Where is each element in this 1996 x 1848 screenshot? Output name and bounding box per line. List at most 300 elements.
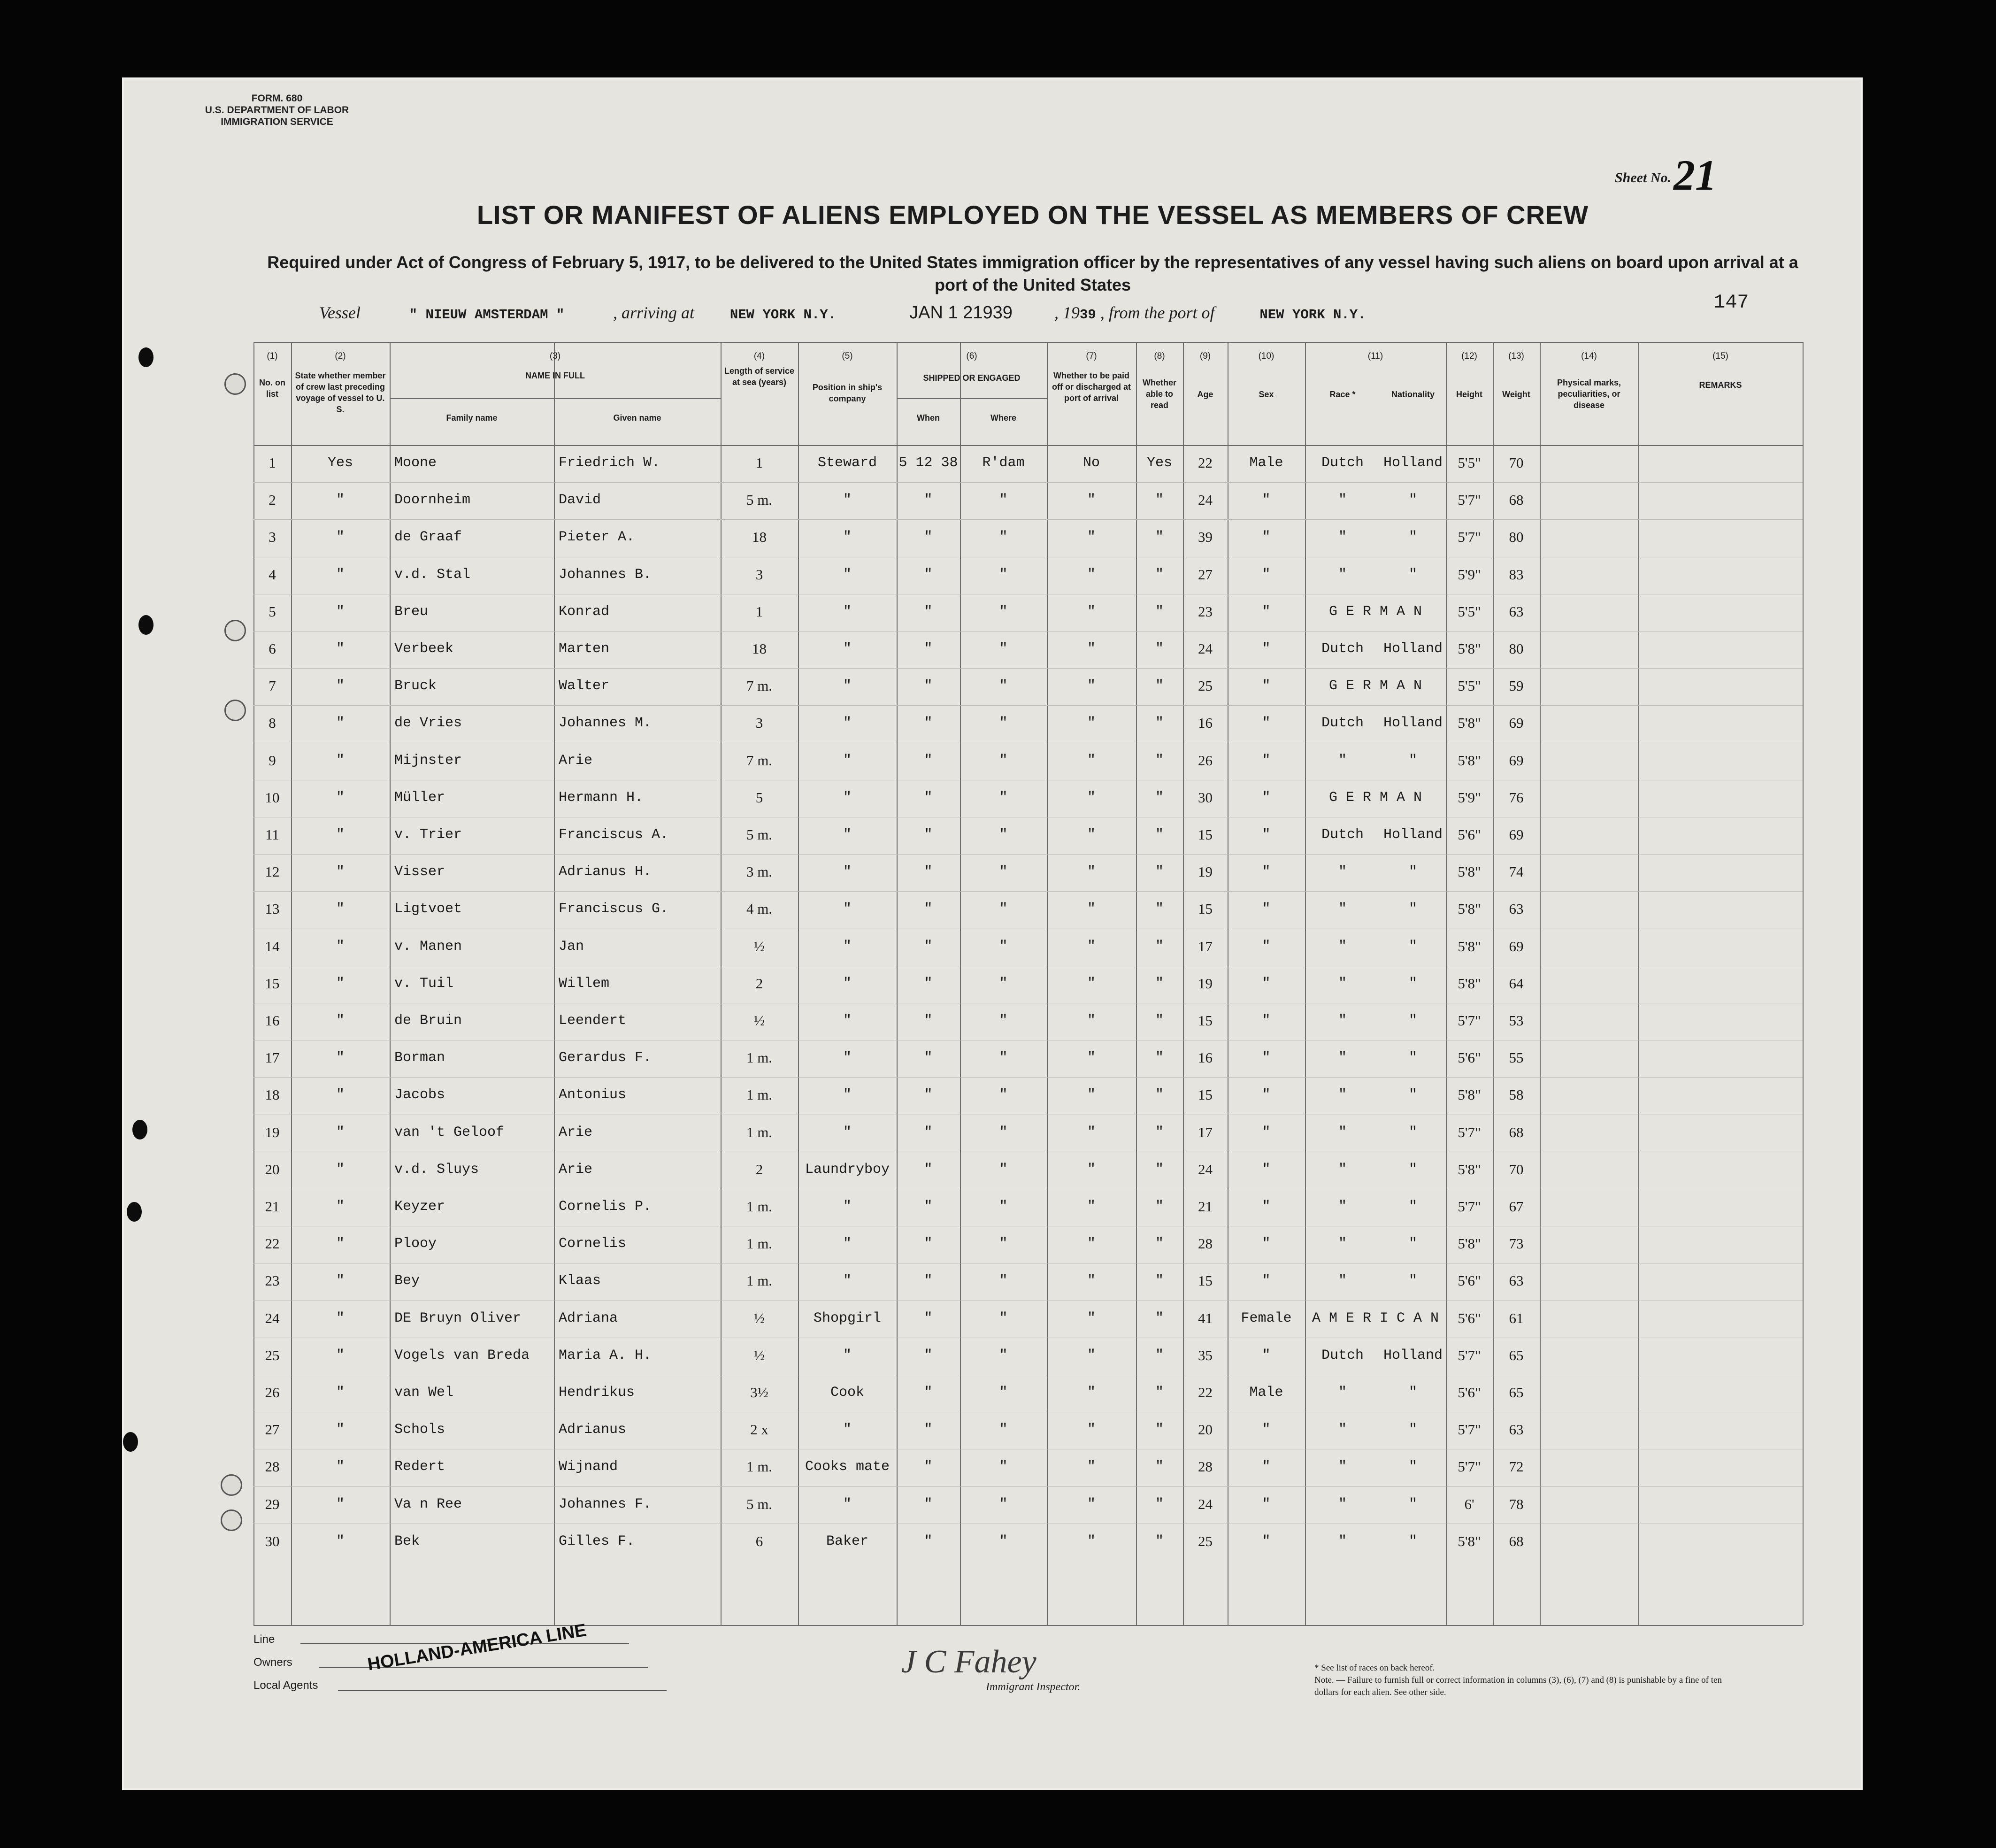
age-cell: 16 [1198,1049,1213,1066]
manifest-title: LIST OR MANIFEST OF ALIENS EMPLOYED ON THE VESSEL AS MEMBERS OF CREW [476,200,1589,230]
race-cell: " [1338,901,1347,917]
given-name-cell: Jan [559,938,584,955]
table-row [253,1449,1803,1486]
weight-cell: 69 [1509,715,1524,732]
able-read-cell: " [1155,1013,1164,1029]
sex-cell: Male [1249,455,1283,471]
race-cell: " [1338,1199,1347,1215]
paid-off-cell: " [1087,1087,1096,1103]
able-read-cell: " [1155,752,1164,769]
shipped-when-cell: " [924,1013,933,1029]
race-cell: G E R M A N [1328,789,1422,806]
given-name-cell: Gilles F. [559,1533,635,1549]
shipped-where-cell: " [999,1199,1008,1215]
able-read-cell: " [1155,1459,1164,1475]
race-cell: " [1338,1161,1347,1178]
table-row [253,966,1803,1003]
paid-off-cell: " [1087,1385,1096,1401]
table-row [253,1375,1803,1412]
position-cell: " [843,1013,852,1029]
weight-cell: 68 [1509,1124,1524,1140]
state-crew-cell: Yes [327,455,353,471]
given-name-cell: Arie [559,1124,593,1140]
able-read-cell: " [1155,1385,1164,1401]
given-name-cell: Johannes M. [559,715,652,732]
weight-cell: 69 [1509,938,1524,955]
race-cell: Dutch [1321,455,1364,471]
position-cell: " [843,752,852,769]
row-number: 11 [265,826,279,843]
paid-off-cell: " [1087,1533,1096,1549]
shipped-where-cell: " [999,603,1008,620]
header-state-crew: State whether member of crew last preceding voyage of vessel to U. S. [295,371,386,414]
weight-cell: 63 [1509,603,1524,620]
paid-off-cell: " [1087,1422,1096,1438]
shipped-when-cell: " [924,752,933,769]
table-row [253,854,1803,891]
row-number: 25 [265,1347,280,1363]
column-number: (4) [753,351,765,361]
shipped-where-cell: R'dam [982,455,1025,471]
shipped-where-cell: " [999,1533,1008,1549]
header-weight: Weight [1502,390,1530,399]
nationality-cell: " [1408,1459,1417,1475]
nationality-cell: " [1408,975,1417,992]
nationality-cell: Holland [1383,827,1443,843]
family-name-cell: Mijnster [394,752,462,769]
punch-ring [221,1509,242,1531]
nationality-cell: " [1408,901,1417,917]
age-cell: 28 [1198,1458,1213,1475]
header-top-line [253,342,1803,343]
age-cell: 26 [1198,752,1213,769]
able-read-cell: " [1155,864,1164,880]
table-row [253,1486,1803,1524]
family-name-cell: van 't Geloof [394,1124,505,1140]
age-cell: 21 [1198,1198,1213,1215]
position-cell: " [843,641,852,657]
family-name-cell: v. Trier [394,827,462,843]
paid-off-cell: " [1087,1236,1096,1252]
date-stamp: JAN 1 21939 [909,303,1013,323]
height-cell: 5'8" [1458,715,1481,732]
shipped-where-cell: " [999,1013,1008,1029]
shipped-when-cell: " [924,864,933,880]
weight-cell: 63 [1509,1272,1524,1289]
height-cell: 5'9" [1458,566,1481,583]
given-name-cell: Willem [559,975,610,992]
shipped-when-cell: " [924,1533,933,1549]
given-name-cell: Klaas [559,1273,601,1289]
service-length-cell: 1 m. [746,1049,773,1066]
age-cell: 20 [1198,1421,1213,1438]
service-length-cell: 5 [755,789,763,806]
position-cell: " [843,1199,852,1215]
weight-cell: 78 [1509,1495,1524,1512]
age-cell: 39 [1198,529,1213,546]
paid-off-cell: " [1087,603,1096,620]
state-crew-cell: " [336,1422,345,1438]
weight-cell: 53 [1509,1012,1524,1029]
table-row [253,482,1803,519]
family-name-cell: v. Tuil [394,975,454,992]
row-number: 8 [269,715,276,732]
header-race: Race * [1329,390,1356,399]
form-number [136,92,418,128]
row-number: 19 [265,1124,280,1140]
row-number: 12 [265,863,280,880]
given-name-cell: Johannes F. [559,1496,652,1512]
state-crew-cell: " [336,1161,345,1178]
shipped-when-cell: " [924,1050,933,1066]
state-crew-cell: " [336,529,345,546]
shipped-when-cell: " [924,1310,933,1326]
shipped-when-cell: " [924,566,933,583]
race-cell: " [1338,492,1347,508]
race-cell: Dutch [1321,1347,1364,1363]
position-cell: " [843,975,852,992]
position-cell: " [843,1347,852,1363]
family-name-cell: Ligtvoet [394,901,462,917]
family-name-cell: Jacobs [394,1087,445,1103]
column-number: (2) [335,351,346,361]
given-name-cell: Leendert [559,1013,627,1029]
table-row [253,743,1803,780]
family-name-cell: de Graaf [394,529,462,546]
given-name-cell: Arie [559,1161,593,1178]
row-number: 29 [265,1495,280,1512]
shipped-when-cell: " [924,1199,933,1215]
header-shipped: SHIPPED OR ENGAGED [923,373,1021,383]
shipped-where-cell: " [999,678,1008,694]
punch-ring [224,620,246,641]
state-crew-cell: " [336,901,345,917]
family-name-cell: Bek [394,1533,420,1549]
given-name-cell: Adriana [559,1310,618,1326]
nationality-cell: " [1408,864,1417,880]
vessel-label: Vessel [319,303,361,322]
footnote-races: * See list of races on back hereof. [1314,1663,1435,1673]
race-cell: " [1338,1013,1347,1029]
header-height: Height [1456,390,1482,399]
able-read-cell: " [1155,789,1164,806]
age-cell: 24 [1198,1495,1213,1512]
service-length-cell: 3 [755,566,763,583]
able-read-cell: " [1155,1310,1164,1326]
given-name-cell: Friedrich W. [559,455,660,471]
row-number: 28 [265,1458,280,1475]
column-number: (5) [842,351,853,361]
header-paid-off: Whether to be paid off or discharged at port of arrival [1052,371,1131,403]
nationality-cell: " [1408,1533,1417,1549]
state-crew-cell: " [336,603,345,620]
height-cell: 5'7" [1458,492,1481,508]
race-cell: " [1338,1273,1347,1289]
age-cell: 24 [1198,1161,1213,1178]
state-crew-cell: " [336,1013,345,1029]
header-no-on-list: No. on list [259,378,285,399]
nationality-cell: " [1408,1050,1417,1066]
nationality-cell: " [1408,1385,1417,1401]
height-cell: 5'8" [1458,863,1481,880]
state-crew-cell: " [336,1385,345,1401]
weight-cell: 80 [1509,529,1524,546]
header-physical: Physical marks, peculiarities, or disease [1557,378,1621,410]
family-name-cell: Visser [394,864,445,880]
row-number: 9 [269,752,276,769]
shipped-where-cell: " [999,566,1008,583]
table-row [253,1263,1803,1300]
column-line [1803,342,1804,1625]
position-cell: " [843,789,852,806]
shipped-where-cell: " [999,1310,1008,1326]
state-crew-cell: " [336,1496,345,1512]
service-length-cell: 2 [755,975,763,992]
given-name-cell: David [559,492,601,508]
height-cell: 5'7" [1458,1198,1481,1215]
service-length-cell: 5 m. [746,1495,773,1512]
column-number: (3) [549,351,561,361]
inspector-signature: J C Fahey [901,1644,1036,1680]
weight-cell: 65 [1509,1384,1524,1401]
manifest-subtitle: Required under Act of Congress of February 5, 1917, to be delivered to the United States immigration officer by the representatives of any vessel having such aliens on board upon arrival at a port of the United States [267,253,1798,294]
age-cell: 17 [1198,1124,1213,1140]
service-length-cell: 2 [755,1161,763,1178]
nationality-cell: " [1408,1199,1417,1215]
family-name-cell: Moone [394,455,437,471]
column-number: (6) [966,351,977,361]
age-cell: 19 [1198,863,1213,880]
position-cell: " [843,827,852,843]
position-cell: " [843,1087,852,1103]
service-length-cell: 7 m. [746,678,773,694]
shipped-where-cell: " [999,1050,1008,1066]
weight-cell: 72 [1509,1458,1524,1475]
family-name-cell: Müller [394,789,445,806]
column-number: (9) [1199,351,1211,361]
age-cell: 28 [1198,1235,1213,1252]
shipped-where-cell: " [999,1459,1008,1475]
weight-cell: 65 [1509,1347,1524,1363]
given-name-cell: Marten [559,641,610,657]
able-read-cell: " [1155,1087,1164,1103]
age-cell: 25 [1198,678,1213,694]
nationality-cell: " [1408,492,1417,508]
nationality-cell: " [1408,1496,1417,1512]
nationality-cell: Holland [1383,715,1443,732]
family-name-cell: Plooy [394,1236,437,1252]
row-number: 13 [265,901,280,917]
position-cell: Baker [826,1533,868,1549]
age-cell: 25 [1198,1532,1213,1549]
table-row [253,1003,1803,1040]
position-cell: " [843,1496,852,1512]
height-cell: 5'8" [1458,752,1481,769]
race-cell: " [1338,864,1347,880]
given-name-cell: Franciscus G. [559,901,669,917]
header-position: Position in ship's company [812,383,883,403]
punch-hole [138,615,154,635]
sex-cell: " [1262,1161,1271,1178]
weight-cell: 69 [1509,826,1524,843]
shipped-where-cell: " [999,1236,1008,1252]
able-read-cell: " [1155,901,1164,917]
height-cell: 5'8" [1458,901,1481,917]
family-name-cell: van Wel [394,1385,454,1401]
shipped-where-cell: " [999,752,1008,769]
weight-cell: 74 [1509,863,1524,880]
race-cell: " [1338,529,1347,546]
state-crew-cell: " [336,938,345,955]
state-crew-cell: " [336,1310,345,1326]
table-row [253,631,1803,668]
height-cell: 5'5" [1458,678,1481,694]
table-row [253,1338,1803,1375]
sex-cell: " [1262,678,1271,694]
table-row [253,557,1803,594]
age-cell: 15 [1198,1272,1213,1289]
state-crew-cell: " [336,566,345,583]
age-cell: 27 [1198,566,1213,583]
state-crew-cell: " [336,1124,345,1140]
service-length-cell: 1 [755,603,763,620]
nationality-cell: Holland [1383,455,1443,471]
given-name-cell: Cornelis P. [559,1199,652,1215]
sex-cell: " [1262,1013,1271,1029]
shipped-where-cell: " [999,1496,1008,1512]
from-label: , from the port of [1100,303,1215,322]
paid-off-cell: " [1087,1124,1096,1140]
row-number: 22 [265,1235,280,1252]
shipped-where-cell: " [999,789,1008,806]
from-port: NEW YORK N.Y. [1259,307,1366,323]
shipped-when-cell: " [924,1459,933,1475]
vessel-line [319,303,1406,323]
state-crew-cell: " [336,789,345,806]
stamp-number: 147 [1713,291,1749,314]
shipped-where-cell: " [999,641,1008,657]
age-cell: 24 [1198,640,1213,657]
holland-america-stamp: HOLLAND-AMERICA LINE [366,1620,588,1675]
height-cell: 5'7" [1458,1458,1481,1475]
given-name-cell: Arie [559,752,593,769]
row-number: 4 [269,566,276,583]
header-family-name: Family name [446,413,498,423]
height-cell: 5'7" [1458,1421,1481,1438]
year-value: 39 [1080,307,1096,323]
height-cell: 5'5" [1458,454,1481,471]
weight-cell: 70 [1509,454,1524,471]
position-cell: " [843,1273,852,1289]
shipped-when-cell: " [924,789,933,806]
shipped-when-cell: " [924,1236,933,1252]
paid-off-cell: " [1087,1050,1096,1066]
service-length-cell: 3½ [750,1384,768,1401]
paid-off-cell: " [1087,1273,1096,1289]
sex-cell: " [1262,715,1271,732]
shipped-where-cell: " [999,975,1008,992]
paid-off-cell: " [1087,1310,1096,1326]
table-row [253,891,1803,928]
family-name-cell: de Vries [394,715,462,732]
column-number: (13) [1508,351,1524,361]
header-able-read: Whether able to read [1143,378,1176,410]
weight-cell: 68 [1509,1532,1524,1549]
table-row [253,1301,1803,1338]
sex-cell: " [1262,1236,1271,1252]
row-number: 6 [269,640,276,657]
shipped-when-cell: 5 12 38 [898,455,958,471]
nationality-cell: " [1408,529,1417,546]
height-cell: 5'6" [1458,826,1481,843]
arriving-label: , arriving at [613,303,694,322]
given-name-cell: Gerardus F. [559,1050,652,1066]
paid-off-cell: " [1087,1459,1096,1475]
nationality-cell: " [1408,938,1417,955]
sex-cell: " [1262,1124,1271,1140]
position-cell: " [843,678,852,694]
able-read-cell: " [1155,1273,1164,1289]
given-name-cell: Adrianus H. [559,864,652,880]
service-length-cell: 7 m. [746,752,773,769]
agents-label: Local Agents [253,1679,318,1692]
shipped-when-cell: " [924,1161,933,1178]
position-cell: Laundryboy [805,1161,890,1178]
family-name-cell: v. Manen [394,938,462,955]
height-cell: 6' [1464,1495,1474,1512]
race-cell: " [1338,1236,1347,1252]
height-cell: 5'6" [1458,1049,1481,1066]
punch-ring [224,700,246,721]
height-cell: 5'6" [1458,1384,1481,1401]
family-name-cell: DE Bruyn Oliver [394,1310,522,1326]
row-number: 17 [265,1049,280,1066]
race-cell: " [1338,1533,1347,1549]
service-length-cell: ½ [753,1309,765,1326]
service-length-cell: ½ [753,1012,765,1029]
sex-cell: " [1262,1533,1271,1549]
able-read-cell: " [1155,566,1164,583]
service-text: IMMIGRATION SERVICE [221,116,333,127]
shipped-where-cell: " [999,1161,1008,1178]
row-number: 20 [265,1161,280,1178]
year-label: , 19 [1054,303,1080,322]
position-cell: " [843,938,852,955]
header-when: When [917,413,940,423]
given-name-cell: Konrad [559,603,610,620]
given-name-cell: Maria A. H. [559,1347,652,1363]
state-crew-cell: " [336,827,345,843]
shipped-when-cell: " [924,827,933,843]
punch-ring [224,373,246,395]
shipped-when-cell: " [924,1496,933,1512]
shipped-where-cell: " [999,864,1008,880]
shipped-where-cell: " [999,901,1008,917]
row-number: 26 [265,1384,280,1401]
sex-cell: " [1262,827,1271,843]
table-row [253,929,1803,966]
table-row [253,1524,1803,1561]
shipped-where-cell: " [999,1273,1008,1289]
sex-cell: " [1262,566,1271,583]
height-cell: 5'8" [1458,1235,1481,1252]
weight-cell: 80 [1509,640,1524,657]
race-cell: G E R M A N [1328,603,1422,620]
column-number: (1) [267,351,278,361]
race-cell: " [1338,566,1347,583]
sex-cell: " [1262,1422,1271,1438]
height-cell: 5'8" [1458,1086,1481,1103]
